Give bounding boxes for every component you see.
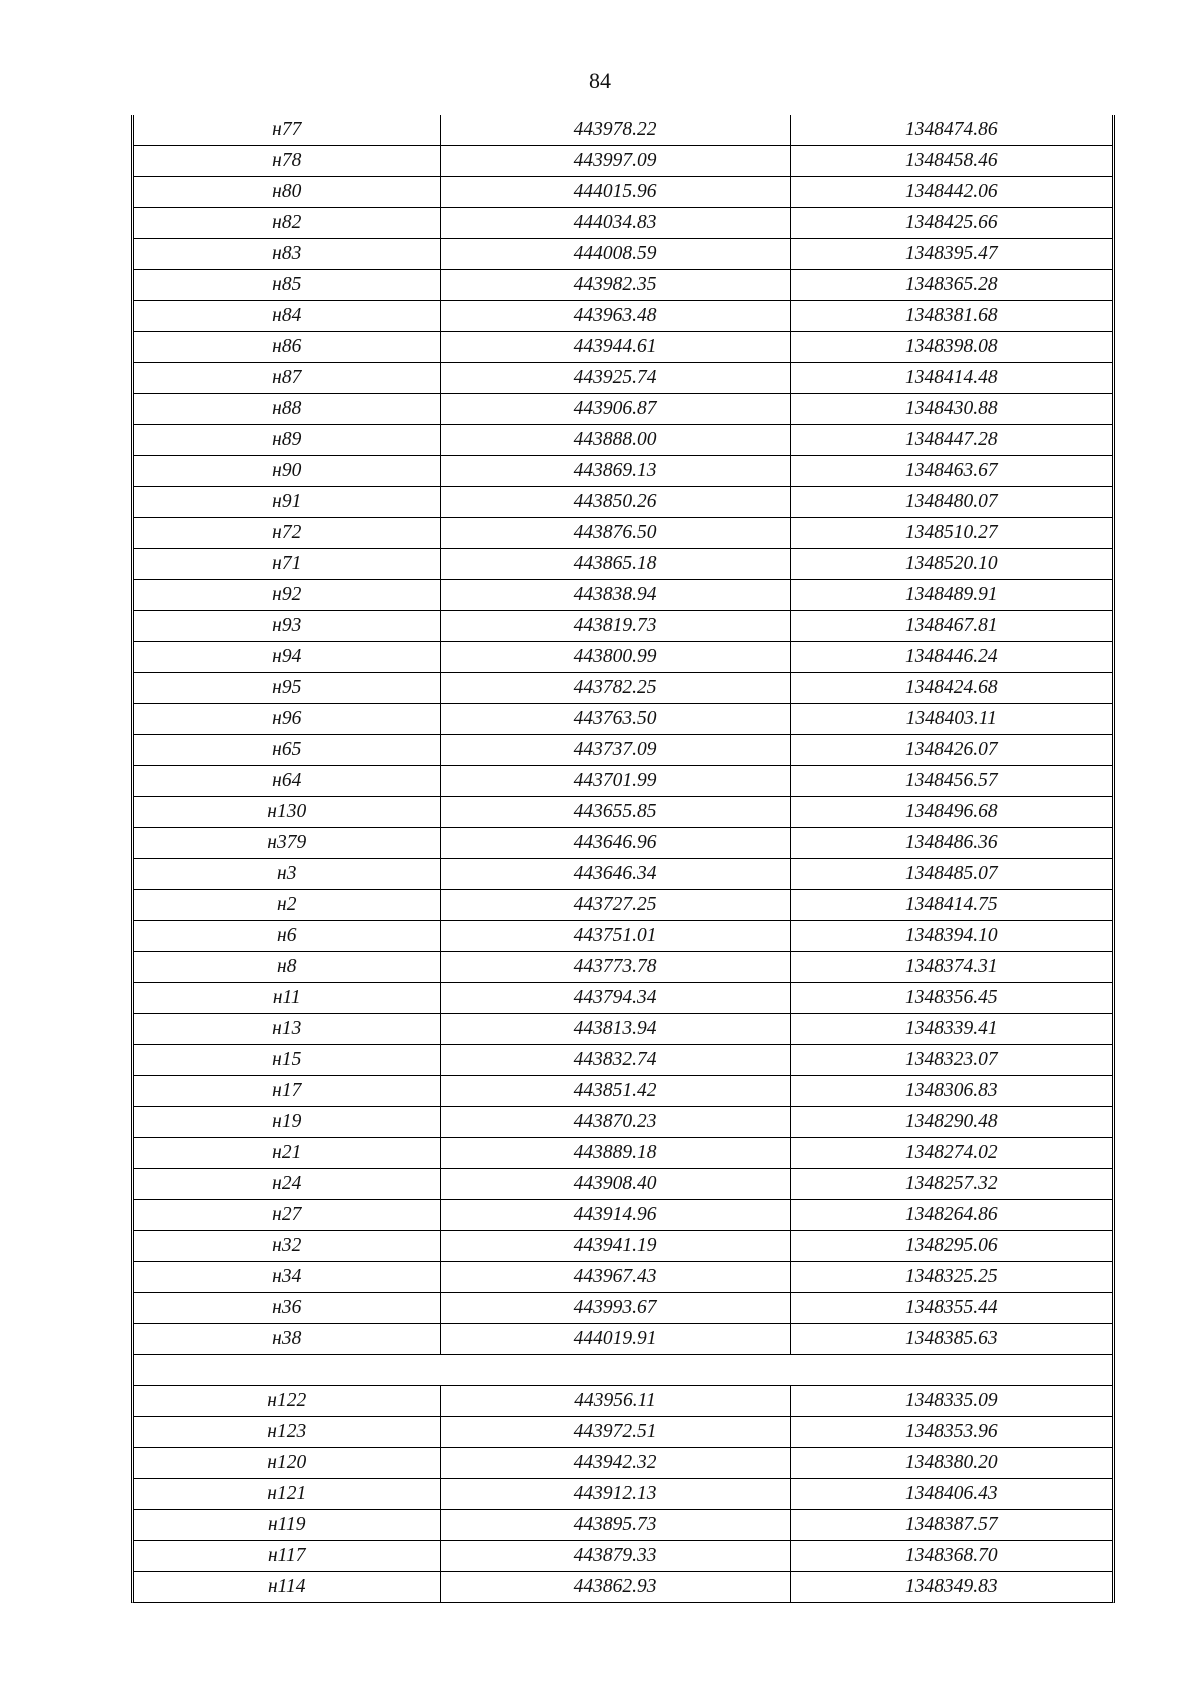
point-name-cell: н114 bbox=[134, 1572, 440, 1603]
table-row bbox=[134, 332, 1112, 363]
x-coordinate-cell: 443876.50 bbox=[440, 518, 790, 549]
y-coordinate-cell: 1348264.86 bbox=[790, 1200, 1112, 1231]
table-row bbox=[134, 673, 1112, 704]
point-name-cell: н72 bbox=[134, 518, 440, 549]
point-name-cell: н80 bbox=[134, 177, 440, 208]
point-name-cell: н17 bbox=[134, 1076, 440, 1107]
x-coordinate-cell: 444015.96 bbox=[440, 177, 790, 208]
y-coordinate-cell: 1348295.06 bbox=[790, 1231, 1112, 1262]
x-coordinate-cell: 443869.13 bbox=[440, 456, 790, 487]
x-coordinate-cell: 443850.26 bbox=[440, 487, 790, 518]
table-row bbox=[134, 239, 1112, 270]
y-coordinate-cell: 1348510.27 bbox=[790, 518, 1112, 549]
x-coordinate-cell: 443956.11 bbox=[440, 1386, 790, 1417]
point-name-cell: н34 bbox=[134, 1262, 440, 1293]
point-name-cell: н78 bbox=[134, 146, 440, 177]
x-coordinate-cell: 443794.34 bbox=[440, 983, 790, 1014]
y-coordinate-cell: 1348257.32 bbox=[790, 1169, 1112, 1200]
table-row bbox=[134, 1479, 1112, 1510]
y-coordinate-cell: 1348426.07 bbox=[790, 735, 1112, 766]
table-row bbox=[134, 1262, 1112, 1293]
point-name-cell: н71 bbox=[134, 549, 440, 580]
y-coordinate-cell: 1348425.66 bbox=[790, 208, 1112, 239]
table-row bbox=[134, 425, 1112, 456]
point-name-cell: н84 bbox=[134, 301, 440, 332]
y-coordinate-cell: 1348480.07 bbox=[790, 487, 1112, 518]
point-name-cell: н86 bbox=[134, 332, 440, 363]
x-coordinate-cell: 443800.99 bbox=[440, 642, 790, 673]
point-name-cell: н21 bbox=[134, 1138, 440, 1169]
x-coordinate-cell: 443908.40 bbox=[440, 1169, 790, 1200]
point-name-cell: н379 bbox=[134, 828, 440, 859]
x-coordinate-cell: 443851.42 bbox=[440, 1076, 790, 1107]
x-coordinate-cell: 443972.51 bbox=[440, 1417, 790, 1448]
x-coordinate-cell: 443993.67 bbox=[440, 1293, 790, 1324]
y-coordinate-cell: 1348349.83 bbox=[790, 1572, 1112, 1603]
point-name-cell: н15 bbox=[134, 1045, 440, 1076]
table-row bbox=[134, 642, 1112, 673]
x-coordinate-cell: 443925.74 bbox=[440, 363, 790, 394]
table-row bbox=[134, 1293, 1112, 1324]
table-row bbox=[134, 921, 1112, 952]
table-row bbox=[134, 1324, 1112, 1355]
x-coordinate-cell: 443865.18 bbox=[440, 549, 790, 580]
x-coordinate-cell: 443773.78 bbox=[440, 952, 790, 983]
y-coordinate-cell: 1348486.36 bbox=[790, 828, 1112, 859]
table-row bbox=[134, 580, 1112, 611]
table-row bbox=[134, 1014, 1112, 1045]
separator-cell bbox=[134, 1355, 1112, 1386]
x-coordinate-cell: 443912.13 bbox=[440, 1479, 790, 1510]
point-name-cell: н122 bbox=[134, 1386, 440, 1417]
point-name-cell: н24 bbox=[134, 1169, 440, 1200]
table-row bbox=[134, 828, 1112, 859]
y-coordinate-cell: 1348406.43 bbox=[790, 1479, 1112, 1510]
point-name-cell: н89 bbox=[134, 425, 440, 456]
table-row bbox=[134, 1510, 1112, 1541]
point-name-cell: н19 bbox=[134, 1107, 440, 1138]
point-name-cell: н117 bbox=[134, 1541, 440, 1572]
table-row bbox=[134, 518, 1112, 549]
y-coordinate-cell: 1348467.81 bbox=[790, 611, 1112, 642]
coordinates-table bbox=[134, 115, 1112, 1602]
table-row bbox=[134, 208, 1112, 239]
table-row bbox=[134, 549, 1112, 580]
table-row bbox=[134, 735, 1112, 766]
point-name-cell: н11 bbox=[134, 983, 440, 1014]
table-row bbox=[134, 1200, 1112, 1231]
y-coordinate-cell: 1348458.46 bbox=[790, 146, 1112, 177]
point-name-cell: н87 bbox=[134, 363, 440, 394]
y-coordinate-cell: 1348356.45 bbox=[790, 983, 1112, 1014]
table-row bbox=[134, 611, 1112, 642]
point-name-cell: н64 bbox=[134, 766, 440, 797]
y-coordinate-cell: 1348463.67 bbox=[790, 456, 1112, 487]
point-name-cell: н2 bbox=[134, 890, 440, 921]
y-coordinate-cell: 1348456.57 bbox=[790, 766, 1112, 797]
x-coordinate-cell: 443997.09 bbox=[440, 146, 790, 177]
table-row bbox=[134, 1169, 1112, 1200]
x-coordinate-cell: 443655.85 bbox=[440, 797, 790, 828]
x-coordinate-cell: 443906.87 bbox=[440, 394, 790, 425]
table-row bbox=[134, 859, 1112, 890]
table-row bbox=[134, 301, 1112, 332]
point-name-cell: н91 bbox=[134, 487, 440, 518]
y-coordinate-cell: 1348355.44 bbox=[790, 1293, 1112, 1324]
table-row bbox=[134, 1572, 1112, 1603]
table-row bbox=[134, 146, 1112, 177]
table-row bbox=[134, 1231, 1112, 1262]
y-coordinate-cell: 1348430.88 bbox=[790, 394, 1112, 425]
y-coordinate-cell: 1348398.08 bbox=[790, 332, 1112, 363]
table-row bbox=[134, 797, 1112, 828]
x-coordinate-cell: 443941.19 bbox=[440, 1231, 790, 1262]
x-coordinate-cell: 443895.73 bbox=[440, 1510, 790, 1541]
y-coordinate-cell: 1348520.10 bbox=[790, 549, 1112, 580]
table-row bbox=[134, 1138, 1112, 1169]
x-coordinate-cell: 443646.34 bbox=[440, 859, 790, 890]
y-coordinate-cell: 1348365.28 bbox=[790, 270, 1112, 301]
table-row bbox=[134, 983, 1112, 1014]
point-name-cell: н85 bbox=[134, 270, 440, 301]
table-row bbox=[134, 952, 1112, 983]
x-coordinate-cell: 443942.32 bbox=[440, 1448, 790, 1479]
x-coordinate-cell: 443888.00 bbox=[440, 425, 790, 456]
table-row bbox=[134, 394, 1112, 425]
x-coordinate-cell: 443737.09 bbox=[440, 735, 790, 766]
point-name-cell: н95 bbox=[134, 673, 440, 704]
y-coordinate-cell: 1348447.28 bbox=[790, 425, 1112, 456]
point-name-cell: н27 bbox=[134, 1200, 440, 1231]
x-coordinate-cell: 444008.59 bbox=[440, 239, 790, 270]
point-name-cell: н123 bbox=[134, 1417, 440, 1448]
point-name-cell: н32 bbox=[134, 1231, 440, 1262]
table-row bbox=[134, 766, 1112, 797]
table-row bbox=[134, 177, 1112, 208]
y-coordinate-cell: 1348387.57 bbox=[790, 1510, 1112, 1541]
table-row bbox=[134, 1076, 1112, 1107]
y-coordinate-cell: 1348335.09 bbox=[790, 1386, 1112, 1417]
table-row bbox=[134, 1448, 1112, 1479]
y-coordinate-cell: 1348353.96 bbox=[790, 1417, 1112, 1448]
table-row bbox=[134, 1417, 1112, 1448]
point-name-cell: н121 bbox=[134, 1479, 440, 1510]
table-group-separator bbox=[134, 1355, 1112, 1386]
table-row bbox=[134, 270, 1112, 301]
y-coordinate-cell: 1348424.68 bbox=[790, 673, 1112, 704]
x-coordinate-cell: 443819.73 bbox=[440, 611, 790, 642]
y-coordinate-cell: 1348446.24 bbox=[790, 642, 1112, 673]
coordinates-table-container bbox=[131, 115, 1115, 1603]
x-coordinate-cell: 443646.96 bbox=[440, 828, 790, 859]
x-coordinate-cell: 443701.99 bbox=[440, 766, 790, 797]
x-coordinate-cell: 443982.35 bbox=[440, 270, 790, 301]
x-coordinate-cell: 443944.61 bbox=[440, 332, 790, 363]
y-coordinate-cell: 1348442.06 bbox=[790, 177, 1112, 208]
point-name-cell: н8 bbox=[134, 952, 440, 983]
point-name-cell: н119 bbox=[134, 1510, 440, 1541]
x-coordinate-cell: 443782.25 bbox=[440, 673, 790, 704]
table-row bbox=[134, 1386, 1112, 1417]
point-name-cell: н120 bbox=[134, 1448, 440, 1479]
point-name-cell: н90 bbox=[134, 456, 440, 487]
table-row bbox=[134, 1045, 1112, 1076]
y-coordinate-cell: 1348496.68 bbox=[790, 797, 1112, 828]
x-coordinate-cell: 444019.91 bbox=[440, 1324, 790, 1355]
table-row bbox=[134, 1107, 1112, 1138]
table-row bbox=[134, 115, 1112, 146]
point-name-cell: н130 bbox=[134, 797, 440, 828]
y-coordinate-cell: 1348394.10 bbox=[790, 921, 1112, 952]
y-coordinate-cell: 1348274.02 bbox=[790, 1138, 1112, 1169]
x-coordinate-cell: 443914.96 bbox=[440, 1200, 790, 1231]
y-coordinate-cell: 1348290.48 bbox=[790, 1107, 1112, 1138]
y-coordinate-cell: 1348306.83 bbox=[790, 1076, 1112, 1107]
y-coordinate-cell: 1348414.75 bbox=[790, 890, 1112, 921]
y-coordinate-cell: 1348489.91 bbox=[790, 580, 1112, 611]
y-coordinate-cell: 1348374.31 bbox=[790, 952, 1112, 983]
y-coordinate-cell: 1348325.25 bbox=[790, 1262, 1112, 1293]
table-row bbox=[134, 456, 1112, 487]
point-name-cell: н83 bbox=[134, 239, 440, 270]
y-coordinate-cell: 1348380.20 bbox=[790, 1448, 1112, 1479]
y-coordinate-cell: 1348339.41 bbox=[790, 1014, 1112, 1045]
table-row bbox=[134, 1541, 1112, 1572]
point-name-cell: н38 bbox=[134, 1324, 440, 1355]
x-coordinate-cell: 444034.83 bbox=[440, 208, 790, 239]
y-coordinate-cell: 1348414.48 bbox=[790, 363, 1112, 394]
x-coordinate-cell: 443862.93 bbox=[440, 1572, 790, 1603]
x-coordinate-cell: 443879.33 bbox=[440, 1541, 790, 1572]
point-name-cell: н13 bbox=[134, 1014, 440, 1045]
point-name-cell: н92 bbox=[134, 580, 440, 611]
point-name-cell: н77 bbox=[272, 119, 302, 140]
table-row bbox=[134, 890, 1112, 921]
y-coordinate-cell: 1348474.86 bbox=[790, 115, 1112, 146]
point-name-cell: н6 bbox=[134, 921, 440, 952]
point-name-cell: н36 bbox=[134, 1293, 440, 1324]
x-coordinate-cell: 443967.43 bbox=[440, 1262, 790, 1293]
table-row bbox=[134, 363, 1112, 394]
x-coordinate-cell: 443889.18 bbox=[440, 1138, 790, 1169]
x-coordinate-cell: 443751.01 bbox=[440, 921, 790, 952]
y-coordinate-cell: 1348395.47 bbox=[790, 239, 1112, 270]
y-coordinate-cell: 1348381.68 bbox=[790, 301, 1112, 332]
x-coordinate-cell: 443978.22 bbox=[440, 115, 790, 146]
table-row bbox=[134, 704, 1112, 735]
page-number: 84 bbox=[589, 68, 611, 93]
y-coordinate-cell: 1348385.63 bbox=[790, 1324, 1112, 1355]
table-row bbox=[134, 487, 1112, 518]
x-coordinate-cell: 443870.23 bbox=[440, 1107, 790, 1138]
point-name-cell: н93 bbox=[134, 611, 440, 642]
point-name-cell: н96 bbox=[134, 704, 440, 735]
y-coordinate-cell: 1348403.11 bbox=[790, 704, 1112, 735]
point-name-cell: н3 bbox=[134, 859, 440, 890]
x-coordinate-cell: 443727.25 bbox=[440, 890, 790, 921]
coordinates-table-body bbox=[134, 115, 1112, 1602]
x-coordinate-cell: 443963.48 bbox=[440, 301, 790, 332]
point-name-cell: н88 bbox=[134, 394, 440, 425]
x-coordinate-cell: 443813.94 bbox=[440, 1014, 790, 1045]
x-coordinate-cell: 443832.74 bbox=[440, 1045, 790, 1076]
y-coordinate-cell: 1348368.70 bbox=[790, 1541, 1112, 1572]
x-coordinate-cell: 443838.94 bbox=[440, 580, 790, 611]
x-coordinate-cell: 443763.50 bbox=[440, 704, 790, 735]
y-coordinate-cell: 1348323.07 bbox=[790, 1045, 1112, 1076]
point-name-cell: н65 bbox=[134, 735, 440, 766]
point-name-cell: н94 bbox=[134, 642, 440, 673]
point-name-cell: н82 bbox=[134, 208, 440, 239]
y-coordinate-cell: 1348485.07 bbox=[790, 859, 1112, 890]
